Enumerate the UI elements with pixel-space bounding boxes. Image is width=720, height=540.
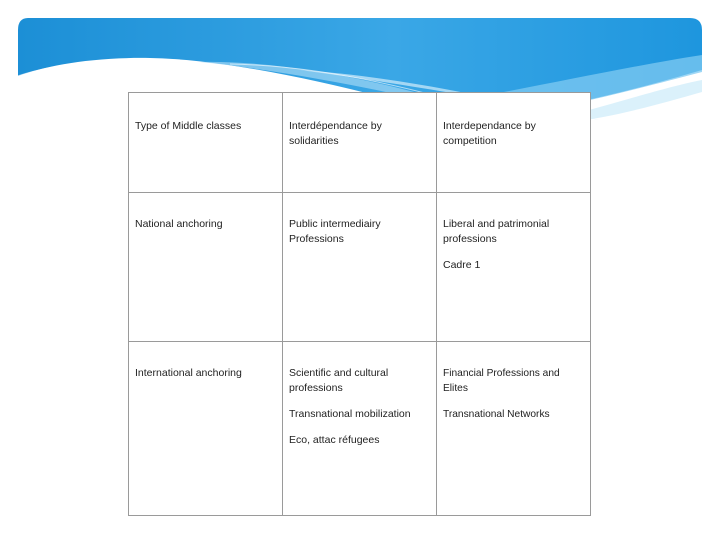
cell-text: Eco, attac réfugees (289, 434, 380, 446)
table-cell (283, 342, 437, 516)
table-cell (129, 342, 283, 516)
table-cell (129, 93, 283, 193)
cell-text: Transnational mobilization (289, 408, 411, 420)
cell-text: Type of Middle classes (135, 120, 242, 132)
table-row (129, 93, 591, 193)
cell-text: Interdépendance by solidarities (289, 120, 382, 147)
cell-text: National anchoring (135, 218, 223, 230)
cell-text: Financial Professions and Elites (443, 368, 560, 394)
table-cell (437, 342, 591, 516)
table-cell (283, 93, 437, 193)
cell-text: International anchoring (135, 367, 242, 379)
table-cell (437, 93, 591, 193)
table-row (129, 342, 591, 516)
table-cell (129, 193, 283, 342)
cell-text: Cadre 1 (443, 259, 481, 271)
cell-text: Transnational Networks (443, 409, 550, 420)
table-cell (437, 193, 591, 342)
cell-text: Liberal and patrimonial professions (443, 218, 550, 245)
middle-class-classification-table (128, 92, 591, 516)
table-row (129, 193, 591, 342)
cell-text: Interdependance by competition (443, 120, 536, 147)
cell-text: Public intermediairy Professions (289, 218, 381, 245)
table-cell (283, 193, 437, 342)
cell-text: Scientific and cultural professions (289, 367, 389, 394)
